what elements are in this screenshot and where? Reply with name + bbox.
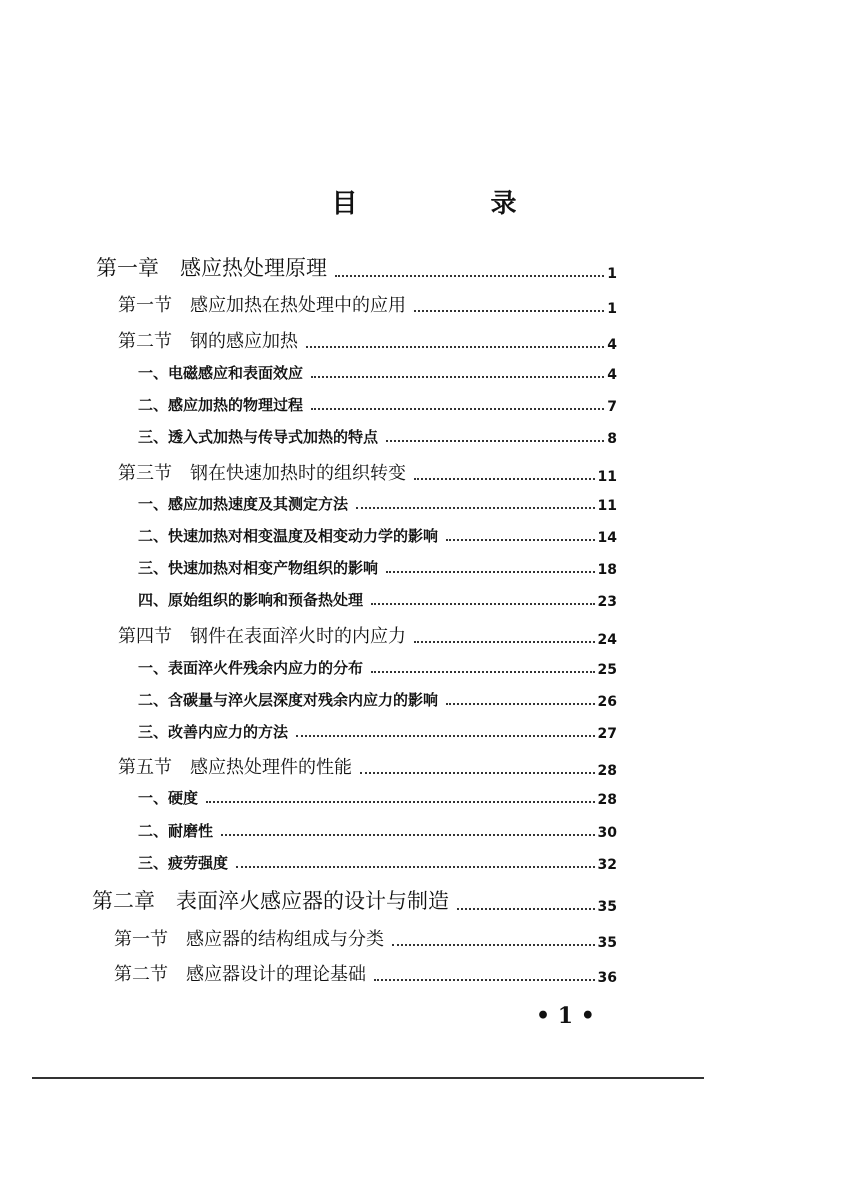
toc-entry-page: 1 — [607, 301, 617, 317]
dot-leader — [446, 539, 595, 541]
toc-entry — [138, 820, 617, 841]
toc-entry-label: 三、疲劳强度 — [138, 854, 229, 872]
toc-entry-page: 8 — [607, 431, 617, 447]
toc-entry-page: 36 — [597, 970, 617, 986]
dot-leader — [414, 310, 604, 312]
toc-entry — [138, 557, 617, 578]
toc-entry-page: 14 — [597, 530, 617, 546]
dot-leader — [446, 703, 595, 705]
toc-entry-label: 第二节 钢的感应加热 — [118, 331, 298, 352]
toc-entry-label: 第一章 感应热处理原理 — [96, 256, 327, 280]
toc-entry-label: 四、原始组织的影响和预备热处理 — [138, 591, 364, 609]
toc-entry — [114, 960, 617, 986]
toc-entry-label: 第一节 感应加热在热处理中的应用 — [118, 295, 406, 316]
dot-leader — [296, 735, 595, 737]
toc-entry-page: 23 — [597, 594, 617, 610]
toc-entry-label: 第五节 感应热处理件的性能 — [118, 757, 352, 778]
toc-entry-page: 11 — [597, 469, 617, 485]
dot-leader — [371, 603, 595, 605]
dot-leader — [374, 979, 595, 981]
toc-entry — [138, 426, 617, 447]
dot-leader — [414, 478, 595, 480]
toc-entry-label: 三、改善内应力的方法 — [138, 723, 289, 741]
dot-leader — [360, 772, 595, 774]
toc-entry-page: 26 — [597, 694, 617, 710]
page-number: • 1 • — [536, 1003, 595, 1029]
toc-entry-page: 30 — [597, 825, 617, 841]
dot-leader — [311, 408, 604, 410]
toc-entry-page: 25 — [597, 662, 617, 678]
toc-entry — [138, 525, 617, 546]
dot-leader — [386, 440, 604, 442]
toc-entry-page: 4 — [607, 367, 617, 383]
toc-entry — [138, 362, 617, 383]
toc-entry — [138, 589, 617, 610]
toc-entry — [118, 622, 617, 648]
toc-entry-page: 28 — [597, 792, 617, 808]
dot-leader — [311, 376, 604, 378]
toc-entry-label: 二、耐磨性 — [138, 822, 214, 840]
toc-entry-label: 二、快速加热对相变温度及相变动力学的影响 — [138, 527, 439, 545]
dot-leader — [221, 834, 595, 836]
toc-entry-page: 11 — [597, 498, 617, 514]
toc-entry — [92, 885, 617, 915]
toc-entry — [138, 394, 617, 415]
toc-entry-page: 4 — [607, 337, 617, 353]
toc-entry — [114, 925, 617, 951]
toc-entry — [138, 689, 617, 710]
toc-entry-page: 7 — [607, 399, 617, 415]
dot-leader — [457, 908, 595, 910]
toc-entry-label: 二、感应加热的物理过程 — [138, 396, 304, 414]
toc-entry-label: 一、电磁感应和表面效应 — [138, 364, 304, 382]
toc-entry-label: 第一节 感应器的结构组成与分类 — [114, 929, 384, 950]
dot-leader — [206, 801, 595, 803]
toc-entry-page: 1 — [607, 266, 617, 282]
toc-entry — [138, 493, 617, 514]
toc-entry-label: 二、含碳量与淬火层深度对残余内应力的影响 — [138, 691, 439, 709]
toc-entry-label: 一、感应加热速度及其测定方法 — [138, 495, 349, 513]
toc-entry — [138, 721, 617, 742]
toc-title: 目 录 — [331, 189, 579, 219]
dot-leader — [386, 571, 595, 573]
toc-entry-label: 第四节 钢件在表面淬火时的内应力 — [118, 626, 406, 647]
dot-leader — [236, 866, 595, 868]
toc-entry-label: 第三节 钢在快速加热时的组织转变 — [118, 463, 406, 484]
toc-entry-page: 32 — [597, 857, 617, 873]
toc-entry — [118, 327, 617, 353]
bottom-rule — [32, 1077, 704, 1079]
toc-entry — [138, 657, 617, 678]
toc-entry — [118, 753, 617, 779]
dot-leader — [306, 346, 604, 348]
toc-entry-label: 第二节 感应器设计的理论基础 — [114, 964, 366, 985]
toc-entry-page: 28 — [597, 763, 617, 779]
dot-leader — [335, 275, 604, 277]
dot-leader — [392, 944, 595, 946]
toc-entry-page: 27 — [597, 726, 617, 742]
toc-entry-label: 一、硬度 — [138, 789, 199, 807]
toc-entry-label: 三、快速加热对相变产物组织的影响 — [138, 559, 379, 577]
toc-entry-label: 一、表面淬火件残余内应力的分布 — [138, 659, 364, 677]
dot-leader — [371, 671, 595, 673]
toc-entry — [118, 291, 617, 317]
toc-entry-label: 三、透入式加热与传导式加热的特点 — [138, 428, 379, 446]
dot-leader — [356, 507, 595, 509]
toc-entry-page: 24 — [597, 632, 617, 648]
toc-entry — [96, 252, 617, 282]
toc-entry — [118, 459, 617, 485]
toc-entry — [138, 852, 617, 873]
toc-entry — [138, 787, 617, 808]
toc-entry-label: 第二章 表面淬火感应器的设计与制造 — [92, 889, 449, 913]
dot-leader — [414, 641, 595, 643]
toc-entry-page: 18 — [597, 562, 617, 578]
toc-entry-page: 35 — [597, 935, 617, 951]
toc-entry-page: 35 — [597, 899, 617, 915]
